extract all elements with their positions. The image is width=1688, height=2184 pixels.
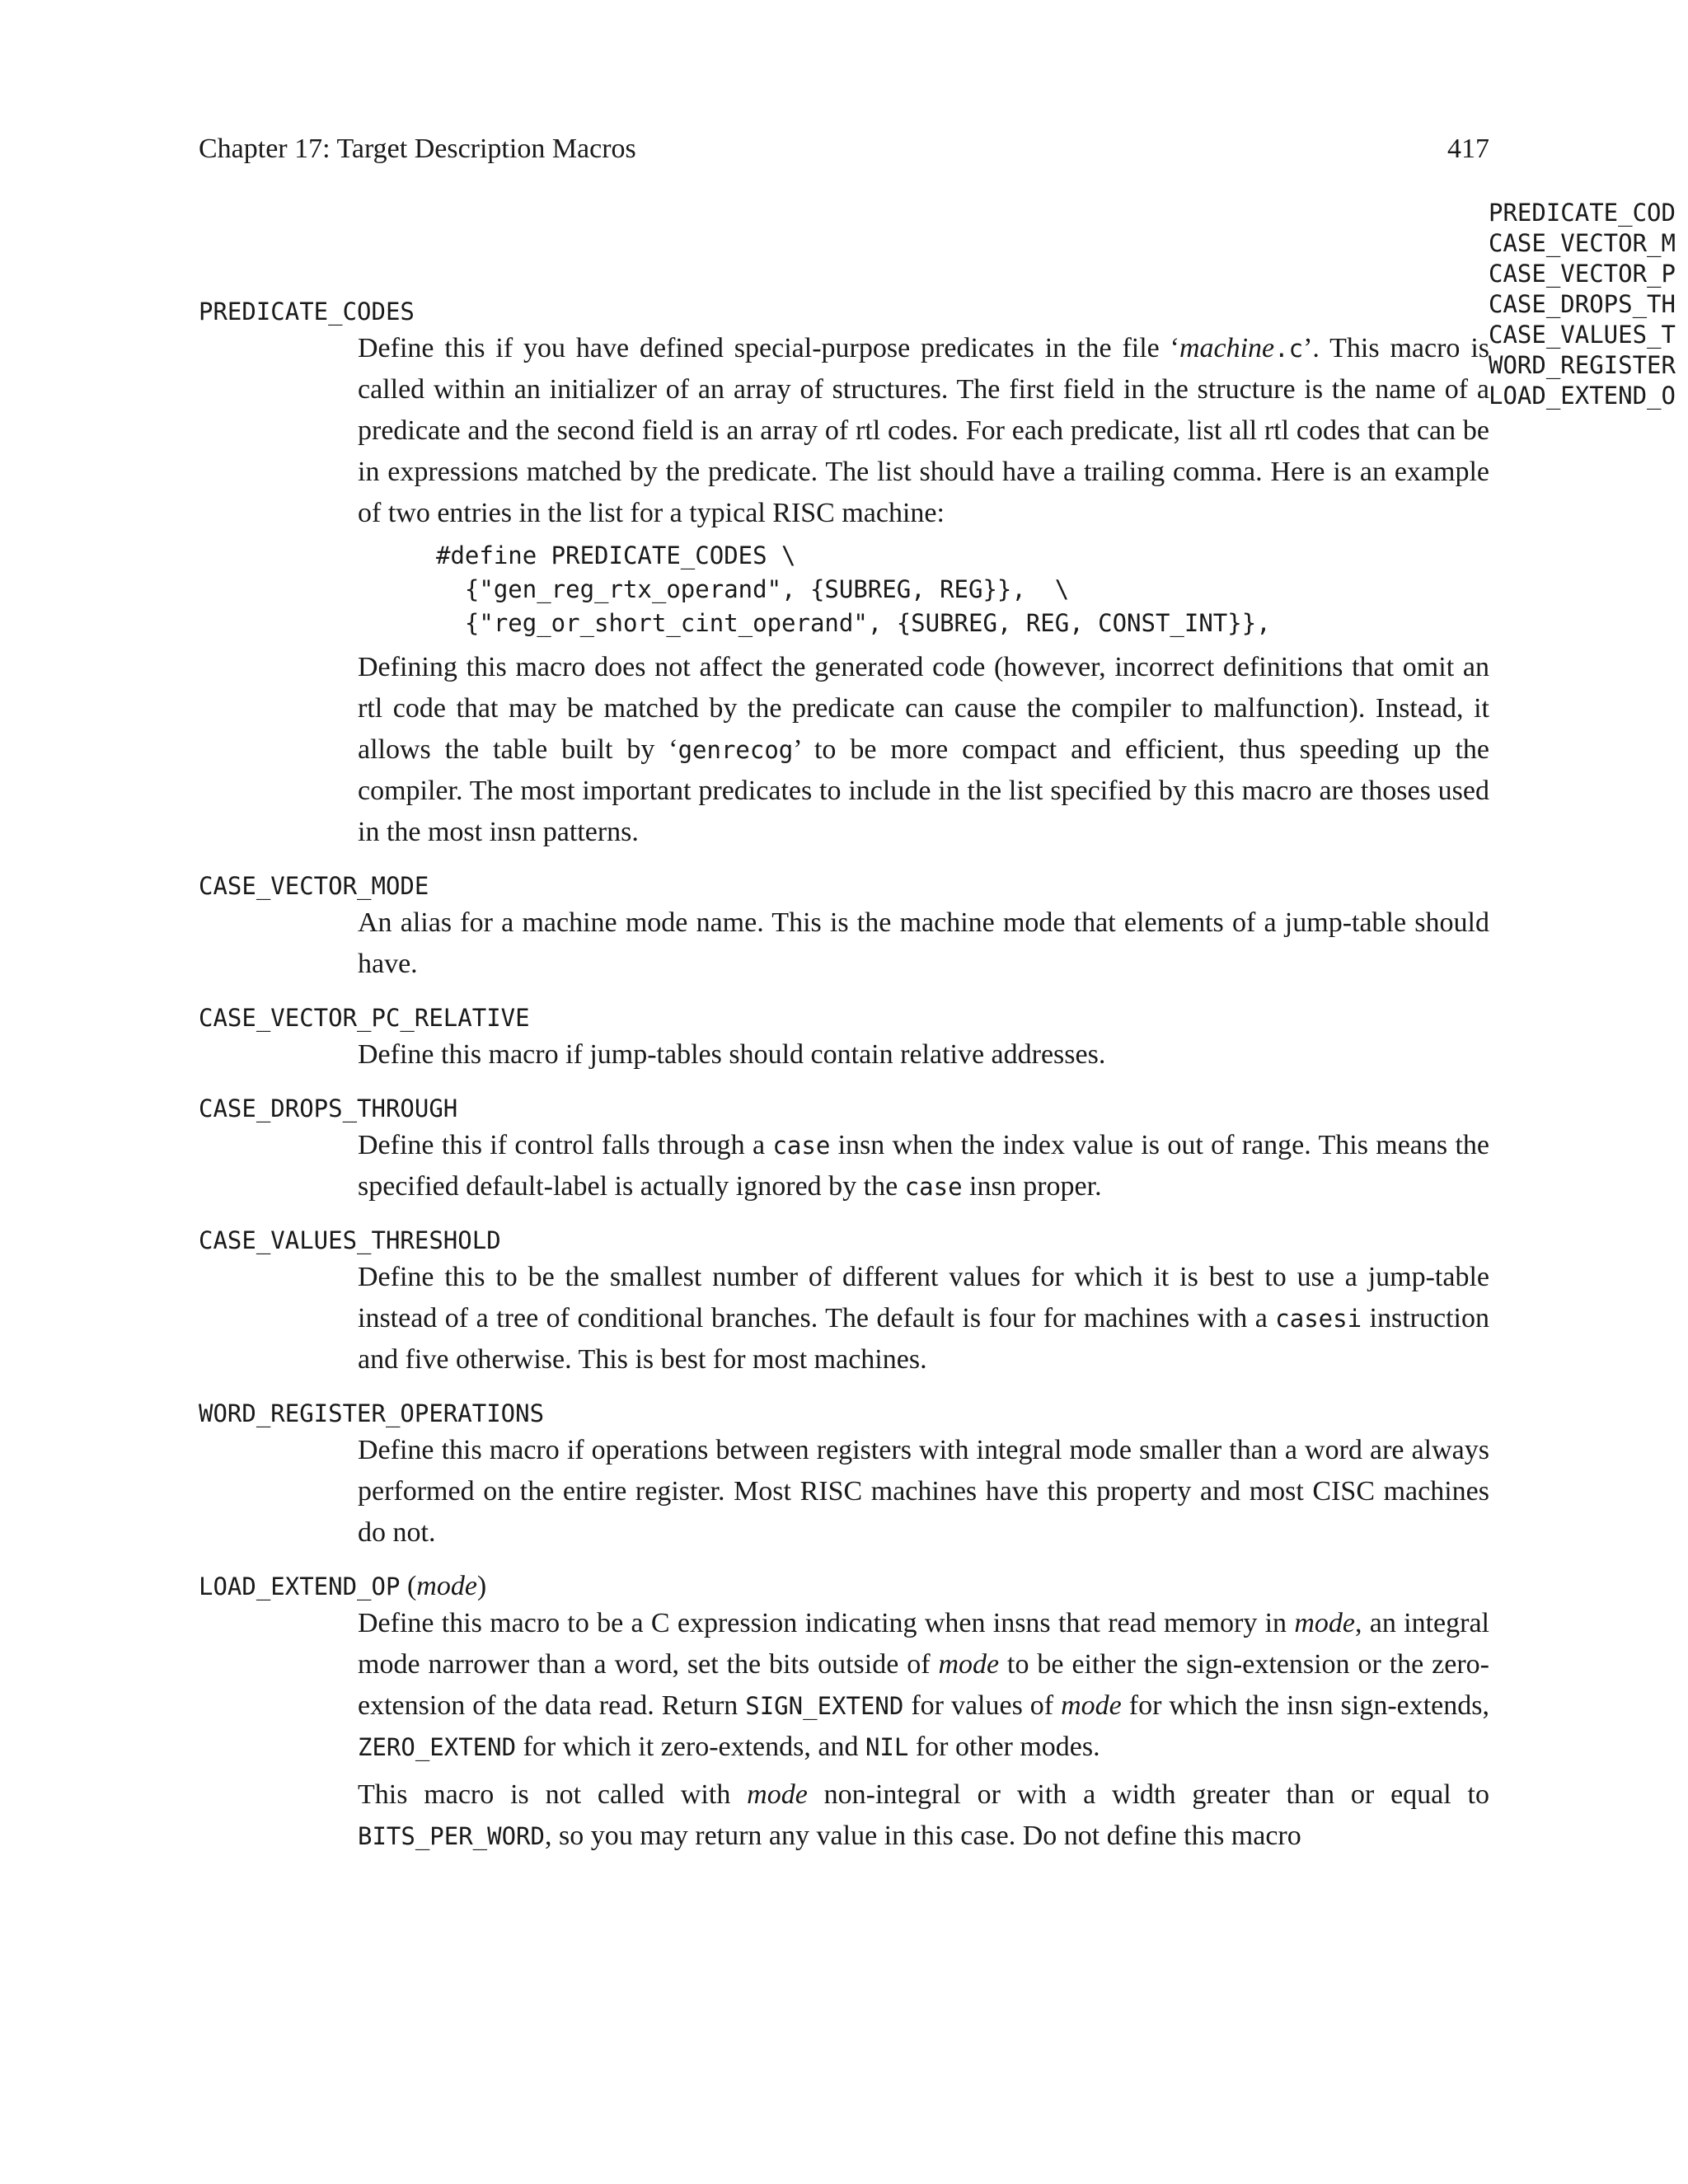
macro-description bbox=[358, 1257, 1489, 1380]
macro-term: LOAD_EXTEND_OP (mode) bbox=[199, 1571, 487, 1601]
page-body bbox=[199, 295, 1489, 1873]
margin-index-item: LOAD_EXTEND_O bbox=[1489, 382, 1676, 410]
macro-term: WORD_REGISTER_OPERATIONS bbox=[199, 1399, 545, 1427]
macro-term: CASE_VECTOR_PC_RELATIVE bbox=[199, 1004, 530, 1032]
entry-case-values-threshold bbox=[199, 1224, 1489, 1380]
entry-case-vector-pc-relative bbox=[199, 1001, 1489, 1076]
entry-word-register-operations bbox=[199, 1397, 1489, 1554]
entry-load-extend-op bbox=[199, 1570, 1489, 1857]
margin-index-item: CASE_VECTOR_M bbox=[1489, 229, 1676, 257]
macro-term: CASE_VECTOR_MODE bbox=[199, 872, 429, 900]
chapter-title: Chapter 17: Target Description Macros bbox=[199, 134, 636, 164]
entry-case-vector-mode bbox=[199, 869, 1489, 985]
entry-predicate-codes bbox=[199, 295, 1489, 853]
macro-description bbox=[358, 1125, 1489, 1207]
running-header bbox=[199, 132, 1489, 166]
macro-description bbox=[358, 328, 1489, 853]
macro-term: CASE_VALUES_THRESHOLD bbox=[199, 1226, 501, 1254]
macro-term: PREDICATE_CODES bbox=[199, 298, 415, 326]
page-number: 417 bbox=[1447, 134, 1489, 164]
macro-term: CASE_DROPS_THROUGH bbox=[199, 1094, 458, 1122]
entry-case-drops-through bbox=[199, 1092, 1489, 1207]
margin-index bbox=[1489, 198, 1688, 411]
paragraph: Define this macro if operations between registers with integral mode smaller than a word are always performed on the entire register. Most RISC machines have this property and most CISC machines do not. bbox=[358, 1435, 1489, 1548]
macro-description bbox=[358, 902, 1489, 985]
paragraph: Define this to be the smallest number of different values for which it is best to use a jump-table instead of a tree of conditional branches. The default is four for machines with a casesi instruction and five otherwise. This is best for most machines. bbox=[358, 1262, 1489, 1375]
paragraph: Define this macro if jump-tables should contain relative addresses. bbox=[358, 1039, 1106, 1070]
paragraph: This macro is not called with mode non-integral or with a width greater than or equal to BITS_PER_WORD, so you may return any value in this case. Do not define this macro bbox=[358, 1779, 1489, 1851]
macro-description bbox=[358, 1430, 1489, 1554]
margin-index-item: PREDICATE_COD bbox=[1489, 199, 1676, 227]
margin-index-item: CASE_VECTOR_P bbox=[1489, 260, 1676, 288]
paragraph: An alias for a machine mode name. This is the machine mode that elements of a jump-table should have. bbox=[358, 907, 1489, 979]
paragraph: Define this if control falls through a case insn when the index value is out of range. This means the specified default-label is actually ignored by the case insn proper. bbox=[358, 1130, 1489, 1202]
paragraph: Define this if you have defined special-purpose predicates in the file ‘machine.c’. This macro is called within an initializer of an array of structures. The first field in the structure is the name of a predicate and the second field is an array of rtl codes. For each predicate, list all rtl codes that can be in expressions matched by the predicate. The list should have a trailing comma. Here is an example of two entries in the list for a typical RISC machine: bbox=[358, 333, 1489, 528]
code-example: #define PREDICATE_CODES \ {"gen_reg_rtx_operand", {SUBREG, REG}}, \ {"reg_or_short_cint_operand", {SUBREG, REG, CONST_INT}}, bbox=[436, 541, 1271, 637]
macro-description bbox=[358, 1603, 1489, 1857]
margin-index-item: WORD_REGISTER bbox=[1489, 351, 1676, 379]
paragraph: Defining this macro does not affect the generated code (however, incorrect definitions that omit an rtl code that may be matched by the predicate can cause the compiler to malfunction). Instead, it allows the table built by ‘genrecog’ to be more compact and efficient, thus speeding up the compiler. The most important predicates to include in the list specified by this macro are thoses used in the most insn patterns. bbox=[358, 652, 1489, 847]
paragraph: Define this macro to be a C expression indicating when insns that read memory in mode, an integral mode narrower than a word, set the bits outside of mode to be either the sign-extension or the zero-extension of the data read. Return SIGN_EXTEND for values of mode for which the insn sign-extends, ZERO_EXTEND for which it zero-extends, and NIL for other modes. bbox=[358, 1608, 1490, 1762]
macro-description bbox=[358, 1034, 1489, 1076]
margin-index-item: CASE_VALUES_T bbox=[1489, 321, 1676, 349]
margin-index-item: CASE_DROPS_TH bbox=[1489, 290, 1676, 318]
